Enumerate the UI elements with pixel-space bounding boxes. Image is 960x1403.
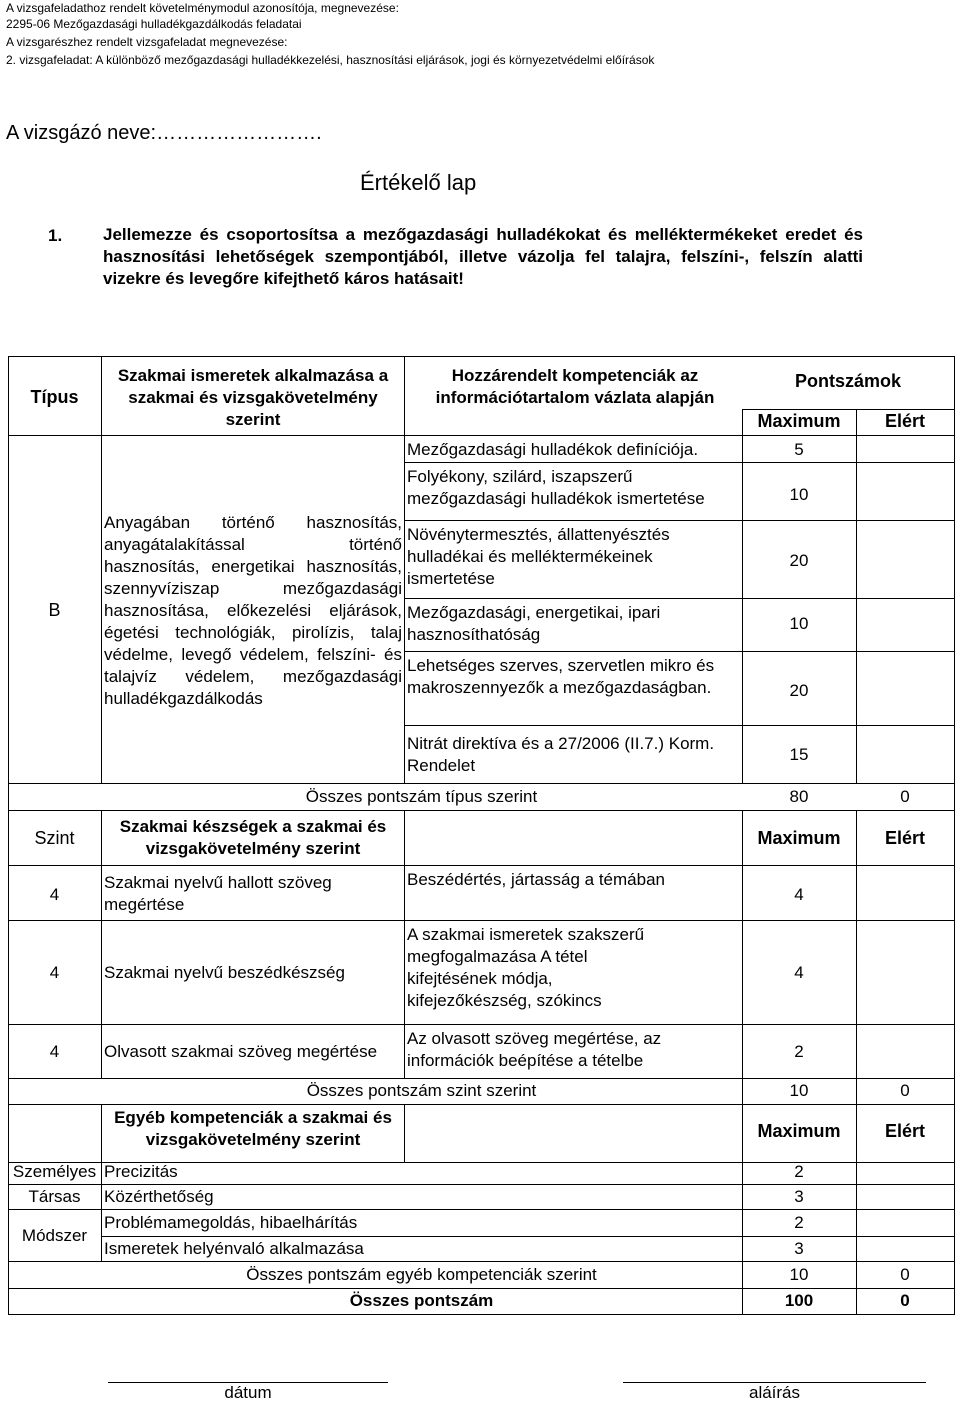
module-label: A vizsgafeladathoz rendelt követelménymodul azonosítója, megnevezése: <box>6 1 399 15</box>
skill-row-3: Olvasott szakmai szöveg megértése <box>104 1042 378 1061</box>
skill-comp-row-3: Az olvasott szöveg megértése, az információk beépítése a tételbe <box>407 1029 662 1070</box>
type-b-description: Anyagában történő hasznosítás, anyagátalakítással történő hasznosítás, energetikai hasznosítás, szennyvíziszap mezőgazdasági hasznosítása, előkezelési eljárások, égetési technológiák, pirolízis, talaj védelme, levegő védelem, felszíni- és talajvíz védelem, mezőgazdasági hulladékgazdálkodás <box>104 513 402 708</box>
other-cat-row-2: Társas <box>28 1187 81 1206</box>
grand-total-achieved: 0 <box>900 1291 910 1310</box>
comp-row-3: Növénytermesztés, állattenyésztés hulladékai és melléktermékeinek ismertetése <box>407 525 670 588</box>
type-total-label: Összes pontszám típus szerint <box>305 787 538 806</box>
grand-total-label: Összes pontszám <box>349 1291 494 1310</box>
col-head-points: Pontszámok <box>794 371 902 391</box>
max-row-1: 5 <box>794 440 804 459</box>
skill-row-1: Szakmai nyelvű hallott szöveg megértése <box>104 873 332 914</box>
col-head-competence: Hozzárendelt kompetenciák az információtartalom vázlata alapján <box>435 366 715 407</box>
skill-max-row-1: 4 <box>794 885 804 904</box>
other-head-maximum: Maximum <box>757 1121 841 1141</box>
skill-comp-row-1: Beszédértés, jártasság a témában <box>407 870 665 889</box>
other-max-row-4: 3 <box>794 1239 804 1258</box>
task-name: 2. vizsgafeladat: A különböző mezőgazdasági hulladékkezelési, hasznosítási eljárások, jogi és környezetvédelmi előírások <box>6 53 655 67</box>
other-total-achieved: 0 <box>900 1265 910 1284</box>
skill-comp-row-2: A szakmai ismeretek szakszerű megfogalmazása A tétel kifejtésének módja, kifejezőkészség, szókincs <box>407 925 645 1010</box>
other-item-row-4: Ismeretek helyénvaló alkalmazása <box>104 1239 364 1258</box>
task-label: A vizsgarészhez rendelt vizsgafeladat megnevezése: <box>6 35 288 49</box>
max-row-6: 15 <box>789 745 809 764</box>
other-cat-row-1: Személyes <box>12 1162 97 1181</box>
level-total-label: Összes pontszám szint szerint <box>306 1081 537 1100</box>
skill-max-row-2: 4 <box>794 963 804 982</box>
other-item-row-1: Precizitás <box>104 1162 178 1181</box>
skills-head-maximum: Maximum <box>757 828 841 848</box>
other-head-achieved: Elért <box>884 1121 926 1141</box>
col-head-maximum: Maximum <box>757 411 841 431</box>
comp-row-1: Mezőgazdasági hulladékok definíciója. <box>407 440 699 459</box>
level-total-max: 10 <box>789 1081 809 1100</box>
type-total-max: 80 <box>789 787 809 806</box>
question-number: 1. <box>48 226 63 245</box>
col-head-achieved: Elért <box>884 411 926 431</box>
level-row-2: 4 <box>49 963 60 982</box>
other-cat-row-3: Módszer <box>21 1226 88 1245</box>
other-item-row-3: Problémamegoldás, hibaelhárítás <box>104 1213 358 1232</box>
max-row-4: 10 <box>789 614 809 633</box>
level-row-3: 4 <box>49 1042 60 1061</box>
other-max-row-3: 2 <box>794 1213 804 1232</box>
signature-label: aláírás <box>748 1383 801 1402</box>
question-text: Jellemezze és csoportosítsa a mezőgazdasági hulladékokat és melléktermékeket eredet és hasznosítási lehetőségek szempontjából, illetve vázolja fel talajra, felszíni-, felszín alatti vizekre és levegőre kifejthető káros hatásait! <box>103 225 863 288</box>
date-label: dátum <box>224 1383 272 1402</box>
skill-row-2: Szakmai nyelvű beszédkészség <box>104 963 345 982</box>
examinee-name-field[interactable]: A vizsgázó neve:……………………. <box>6 122 322 144</box>
other-total-label: Összes pontszám egyéb kompetenciák szerint <box>246 1265 597 1284</box>
skill-max-row-3: 2 <box>794 1042 804 1061</box>
comp-row-4: Mezőgazdasági, energetikai, ipari hasznosíthatóság <box>407 603 661 644</box>
col-head-type: Típus <box>30 387 79 407</box>
module-name: 2295-06 Mezőgazdasági hulladékgazdálkodás feladatai <box>6 17 302 31</box>
skills-head: Szakmai készségek a szakmai és vizsgakövetelmény szerint <box>119 817 387 858</box>
page-title: Értékelő lap <box>360 170 477 195</box>
level-head: Szint <box>34 828 75 848</box>
other-max-row-2: 3 <box>794 1187 804 1206</box>
max-row-3: 20 <box>789 551 809 570</box>
comp-row-5: Lehetséges szerves, szervetlen mikro és makroszennyezők a mezőgazdaságban. <box>407 656 715 697</box>
col-head-knowledge: Szakmai ismeretek alkalmazása a szakmai és vizsgakövetelmény szerint <box>117 366 389 429</box>
type-total-achieved: 0 <box>900 787 910 806</box>
level-row-1: 4 <box>49 885 60 904</box>
other-max-row-1: 2 <box>794 1162 804 1181</box>
level-total-achieved: 0 <box>900 1081 910 1100</box>
max-row-2: 10 <box>789 485 809 504</box>
comp-row-2: Folyékony, szilárd, iszapszerű mezőgazdasági hulladékok ismertetése <box>407 467 705 508</box>
skills-head-achieved: Elért <box>884 828 926 848</box>
comp-row-6: Nitrát direktíva és a 27/2006 (II.7.) Korm. Rendelet <box>407 734 715 775</box>
type-b-label: B <box>48 600 61 620</box>
other-item-row-2: Közérthetőség <box>104 1187 214 1206</box>
max-row-5: 20 <box>789 681 809 700</box>
other-total-max: 10 <box>789 1265 809 1284</box>
grand-total-max: 100 <box>784 1291 814 1310</box>
other-comp-head: Egyéb kompetenciák a szakmai és vizsgakövetelmény szerint <box>114 1108 392 1149</box>
